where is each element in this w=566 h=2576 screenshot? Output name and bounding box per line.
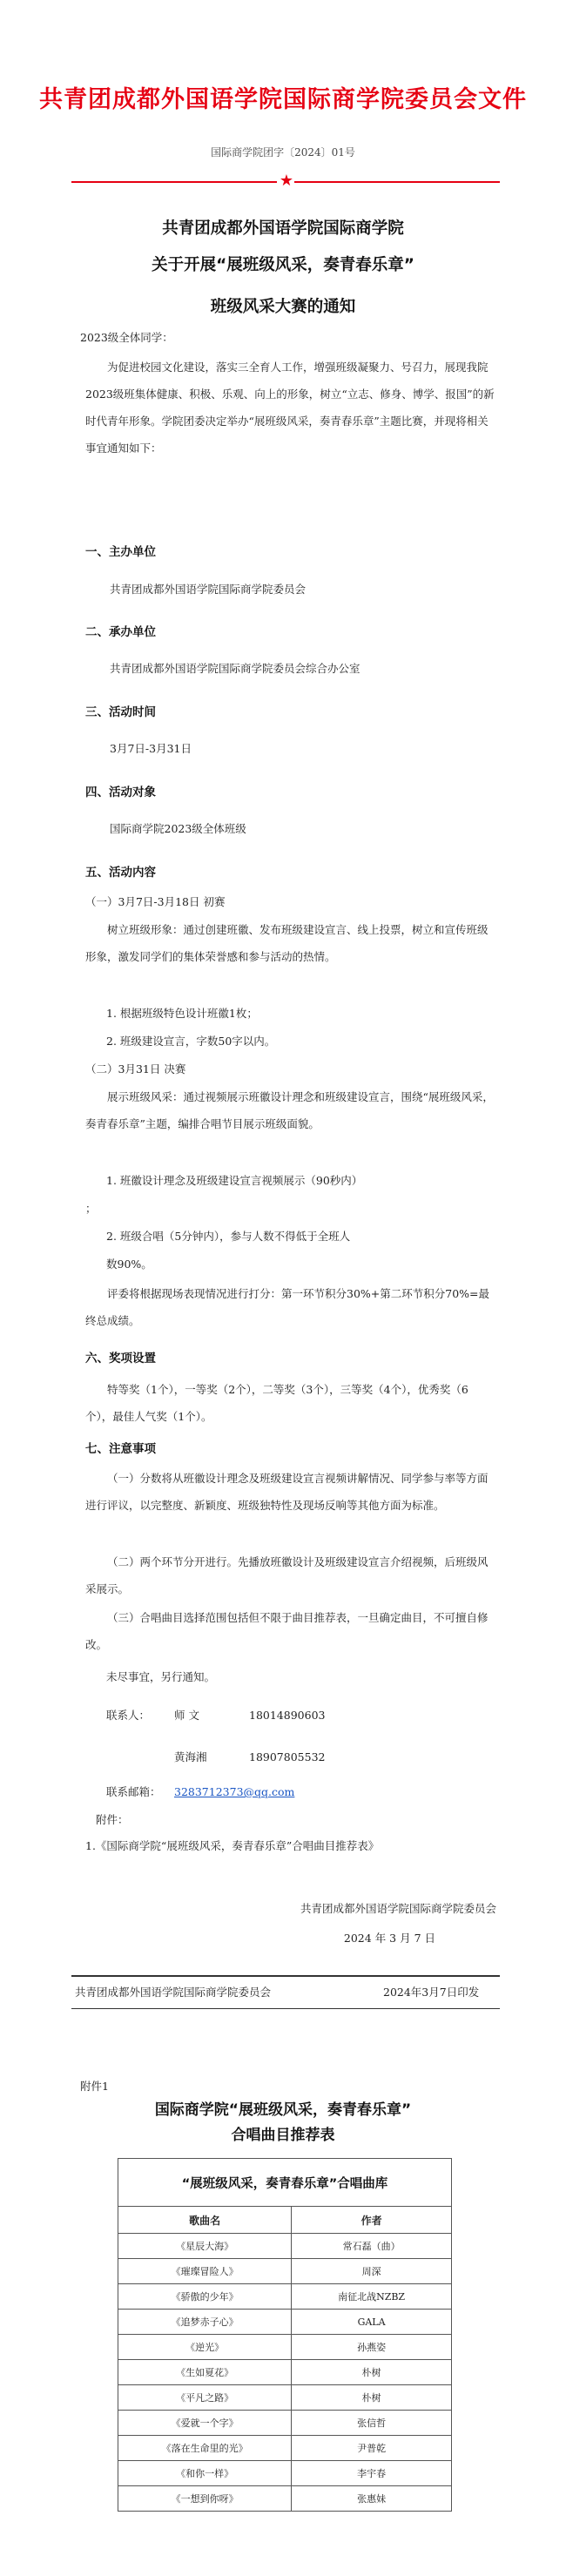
closing-line: 未尽事宜，另行通知。 [106,1670,216,1683]
final-item-2: 2. 班级合唱（5分钟内），参与人数不得低于全班人 [106,1230,351,1243]
song-name: 《爱就一个字》 [118,2411,292,2436]
final-description: 展示班级风采：通过视频展示班徽设计理念和班级建设宣言，围绕“展班级风采，奏青春乐章”主题，编排合唱节目展示班级面貌。 [85,1090,494,1130]
content-heading: 五、活动内容 [85,866,156,880]
column-header-song: 歌曲名 [118,2207,292,2234]
letterhead-divider-left [71,181,277,183]
undertaker-content: 共青团成都外国语学院国际商学院委员会综合办公室 [110,662,360,675]
song-name: 《追梦赤子心》 [118,2310,292,2335]
intro-paragraph: 为促进校园文化建设，落实三全育人工作，增强班级凝聚力、号召力，展现我院2023级班集体健康、积极、乐观、向上的形象，树立“立志、修身、博学、报国”的新时代青年形象。学院团委决定举办“展班级风采，奏青春乐章”主题比赛，并现将相关事宜通知如下： [85,361,495,455]
contact-1-phone: 18014890603 [249,1709,326,1722]
song-name: 《和你一样》 [118,2461,292,2486]
table-row [118,2411,452,2436]
note-item-2: （二）两个环节分开进行。先播放班徽设计及班级建设宣言介绍视频，后班级风采展示。 [85,1555,489,1595]
table-row [118,2335,452,2360]
song-name: 《落在生命里的光》 [118,2436,292,2461]
song-name: 《一想到你呀》 [118,2486,292,2512]
notes-heading: 七、注意事项 [85,1442,156,1456]
song-author: 李宇春 [292,2461,452,2486]
email-link[interactable]: 3283712373@qq.com [174,1785,295,1798]
awards-heading: 六、奖项设置 [85,1352,156,1366]
appendix-title-line-1: 国际商学院“展班级风采，奏青春乐章” [154,2101,412,2119]
time-heading: 三、活动时间 [85,705,156,719]
table-row [118,2385,452,2411]
signature-org: 共青团成都外国语学院国际商学院委员会 [300,1902,496,1915]
contact-2-name: 黄海湘 [174,1750,207,1763]
attachment-label: 附件： [96,1813,129,1826]
table-row [118,2284,452,2310]
letterhead-title: 共青团成都外国语学院国际商学院委员会文件 [39,86,527,113]
song-author: 周深 [292,2259,452,2284]
song-author: 朴树 [292,2385,452,2411]
song-name: 《生如夏花》 [118,2360,292,2385]
preliminary-title: （一）3月7日-3月18日 初赛 [85,895,226,908]
table-row [118,2310,452,2335]
final-title: （二）3月31日 决赛 [85,1062,186,1076]
letterhead-divider-right [294,181,500,183]
song-author: 常石磊（曲） [292,2234,452,2259]
organizer-content: 共青团成都外国语学院国际商学院委员会 [110,583,307,596]
undertaker-heading: 二、承办单位 [85,625,156,639]
final-item-1: 1. 班徽设计理念及班级建设宣言视频展示（90秒内） [106,1174,363,1187]
contact-1-name: 师 文 [174,1709,199,1722]
signature-date: 2024 年 3 月 7 日 [343,1932,435,1945]
appendix-title-line-2: 合唱曲目推荐表 [231,2127,335,2144]
footer-printed-date: 2024年3月7日印发 [383,1986,480,1999]
song-name: 《逆光》 [118,2335,292,2360]
table-row [118,2461,452,2486]
final-item-1-continued: ； [85,1202,97,1215]
preliminary-item-2: 2. 班级建设宣言，字数50字以内。 [106,1035,276,1048]
song-author: 孙燕姿 [292,2335,452,2360]
note-item-3: （三）合唱曲目选择范围包括但不限于曲目推荐表，一旦确定曲目，不可擅自修改。 [85,1611,489,1651]
song-author: 张信哲 [292,2411,452,2436]
table-caption: “展班级风采，奏青春乐章”合唱曲库 [118,2159,452,2207]
organizer-heading: 一、主办单位 [85,545,156,559]
preliminary-description: 树立班级形象：通过创建班徽、发布班级建设宣言、线上投票，树立和宣传班级形象，激发同学们的集体荣誉感和参与活动的热情。 [85,923,489,963]
contact-2-phone: 18907805532 [249,1750,326,1763]
song-author: 朴树 [292,2360,452,2385]
notice-title-line-2: 关于开展“展班级风采，奏青春乐章” [152,256,414,274]
song-author: 南征北战NZBZ [292,2284,452,2310]
target-content: 国际商学院2023级全体班级 [110,822,246,835]
footer-top-rule [71,1975,500,1977]
table-row [118,2436,452,2461]
final-item-2-continued: 数90%。 [106,1258,152,1271]
contact-label: 联系人： [106,1709,151,1722]
preliminary-item-1: 1. 根据班级特色设计班徽1枚； [106,1007,258,1020]
table-row [118,2234,452,2259]
star-icon: ★ [279,172,294,190]
song-name: 《璀璨冒险人》 [118,2259,292,2284]
song-recommendation-table [118,2158,452,2512]
notice-title-line-1: 共青团成都外国语学院国际商学院 [162,219,404,238]
document-number: 国际商学院团字〔2024〕01号 [211,146,355,158]
appendix-label: 附件1 [80,2080,109,2093]
table-row [118,2486,452,2512]
footer-bottom-rule [71,2008,500,2009]
column-header-author: 作者 [292,2207,452,2234]
scoring-rule: 评委将根据现场表现情况进行打分：第一环节积分30%+第二环节积分70%=最终总成绩。 [85,1287,490,1327]
song-name: 《平凡之路》 [118,2385,292,2411]
song-author: 尹普乾 [292,2436,452,2461]
song-name: 《骄傲的少年》 [118,2284,292,2310]
attachment-item: 1.《国际商学院“展班级风采，奏青春乐章”合唱曲目推荐表》 [85,1839,380,1852]
time-content: 3月7日-3月31日 [110,742,192,755]
song-author: 张惠妹 [292,2486,452,2512]
email-label: 联系邮箱： [106,1785,161,1798]
table-row [118,2360,452,2385]
awards-text: 特等奖（1个），一等奖（2个），二等奖（3个），三等奖（4个），优秀奖（6个），最佳人气奖（1个）。 [85,1383,468,1423]
note-item-1: （一）分数将从班徽设计理念及班级建设宣言视频讲解情况、同学参与率等方面进行评议，以完整度、新颖度、班级独特性及现场反响等其他方面为标准。 [85,1472,489,1512]
song-author: GALA [292,2310,452,2335]
footer-issuer: 共青团成都外国语学院国际商学院委员会 [75,1986,272,1999]
salutation: 2023级全体同学： [80,331,173,344]
target-heading: 四、活动对象 [85,786,156,799]
notice-title-line-3: 班级风采大赛的通知 [210,298,356,316]
table-row [118,2259,452,2284]
song-name: 《星辰大海》 [118,2234,292,2259]
